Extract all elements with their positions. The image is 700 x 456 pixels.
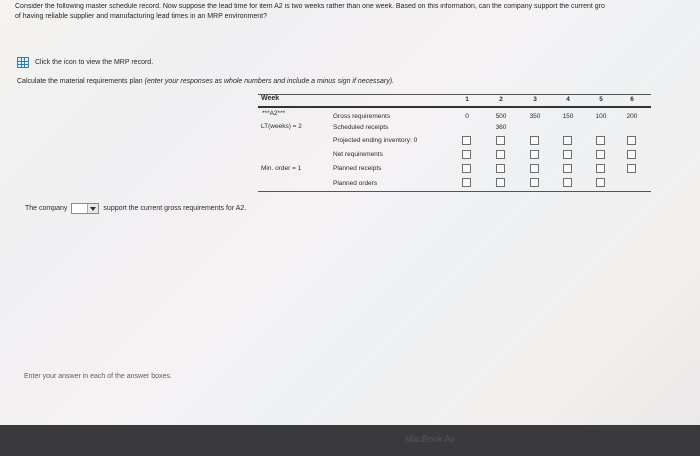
planned-receipt-input-week-3[interactable] [530,164,539,173]
planned-order-input-week-5[interactable] [596,178,605,187]
inventory-input-week-6[interactable] [627,136,636,145]
row-scheduled-receipts: Scheduled receipts [333,124,389,131]
inventory-input-week-1[interactable] [462,136,471,145]
planned-order-input-week-4[interactable] [563,178,572,187]
instructions-italic: (enter your responses as whole numbers and include a minus sign if necessary). [144,78,395,85]
instructions [17,78,394,85]
support-dropdown[interactable] [71,203,99,214]
week-header: Week [261,95,280,102]
row-planned-orders: Planned orders [333,180,378,187]
week-3-header: 3 [533,96,537,103]
net-req-input-week-3[interactable] [530,150,539,159]
question-text-line2: of having reliable supplier and manufacturing lead times in an MRP environment? [15,13,268,20]
week-6-header: 6 [630,96,634,103]
net-req-input-week-2[interactable] [496,150,505,159]
question-text-line1: Consider the following master schedule record. Now suppose the lead time for item A2 is two weeks rather than one week. Based on this information, can the company support the current gro [15,3,605,10]
week-4-header: 4 [566,96,570,103]
table-header-rule [258,106,651,108]
planned-receipt-input-week-4[interactable] [563,164,572,173]
row-net-requirements: Net requirements [333,151,383,158]
row-planned-receipts: Planned receipts [333,165,382,172]
gross-req-week-6: 200 [626,113,638,120]
item-label: ***A2*** [262,110,286,117]
planned-order-input-week-3[interactable] [530,178,539,187]
planned-order-input-week-1[interactable] [462,178,471,187]
table-bottom-rule [258,191,651,192]
answer-suffix: support the current gross requirements for A2. [103,205,247,212]
planned-receipt-input-week-1[interactable] [462,164,471,173]
scheduled-receipt-week-2: 360 [495,124,507,131]
week-5-header: 5 [599,96,603,103]
net-req-input-week-6[interactable] [627,150,636,159]
row-projected-inventory: Projected ending inventory: 0 [333,137,418,144]
net-req-input-week-1[interactable] [462,150,471,159]
answer-hint: Enter your answer in each of the answer boxes. [24,373,172,380]
gross-req-week-3: 350 [529,113,541,120]
week-2-header: 2 [499,96,503,103]
net-req-input-week-4[interactable] [563,150,572,159]
laptop-bezel [0,425,700,456]
inventory-input-week-3[interactable] [530,136,539,145]
mrp-link-label: Click the icon to view the MRP record. [35,59,154,66]
answer-prefix: The company [25,205,68,212]
planned-order-input-week-2[interactable] [496,178,505,187]
min-order-label: Min. order = 1 [261,165,302,172]
device-brand: MacBook Air [405,434,456,444]
lead-time-label: LT(weeks) = 2 [261,123,302,130]
chevron-down-icon[interactable] [87,204,98,213]
row-gross-requirements: Gross requirements [333,113,391,120]
inventory-input-week-4[interactable] [563,136,572,145]
inventory-input-week-5[interactable] [596,136,605,145]
inventory-input-week-2[interactable] [496,136,505,145]
gross-req-week-5: 100 [595,113,607,120]
week-1-header: 1 [465,96,469,103]
table-top-rule [258,94,651,95]
gross-req-week-2: 500 [495,113,507,120]
planned-receipt-input-week-6[interactable] [627,164,636,173]
answer-sentence [25,203,246,214]
gross-req-week-4: 150 [562,113,574,120]
planned-receipt-input-week-2[interactable] [496,164,505,173]
table-grid-icon[interactable] [17,57,29,68]
mrp-record-link[interactable] [17,57,153,68]
net-req-input-week-5[interactable] [596,150,605,159]
gross-req-week-1: 0 [465,113,469,120]
instructions-lead: Calculate the material requirements plan [17,78,145,85]
planned-receipt-input-week-5[interactable] [596,164,605,173]
